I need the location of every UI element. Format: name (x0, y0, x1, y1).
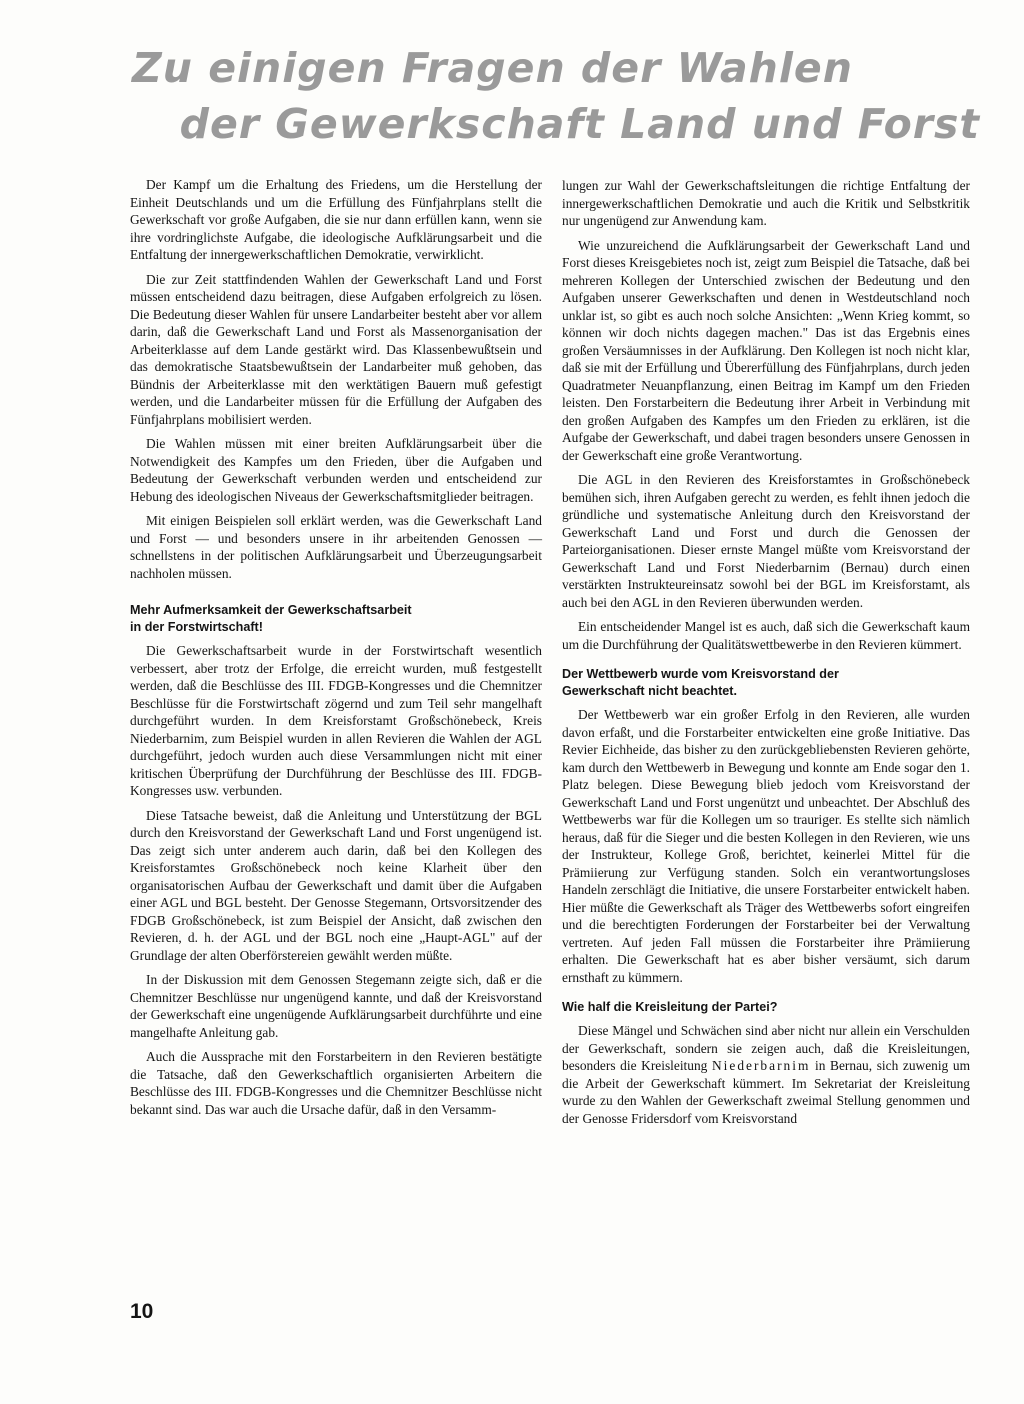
paragraph (562, 1022, 970, 1127)
paragraph: Die Gewerkschaftsarbeit wurde in der Forstwirtschaft wesentlich verbessert, aber trotz der Erfolge, die erreicht wurden, muß festgestellt werden, daß die Beschlüsse des III. FDGB-Kongresses und die Chemnitzer Beschlüsse für die Forstwirtschaft zögernd und zum Teil sehr mangelhaft durchgeführt wurden. In dem Kreisforstamt Großschönebeck, Kreis Niederbarnim, zum Beispiel wurden in allen Revieren die Wahlen der AGL durchgeführt, jedoch wurden auch diese Versammlungen nicht mit einer kritischen Überprüfung der Durchführung der Beschlüsse des III. FDGB-Kongresses usw. verbunden. (130, 643, 542, 798)
section-heading-line: Gewerkschaft nicht beachtet. (562, 684, 737, 698)
paragraph: Diese Tatsache beweist, daß die Anleitung und Unterstützung der BGL durch den Kreisvorstand der Gewerkschaft Land und Forst ungenügend ist. Das zeigt sich unter anderem auch darin, daß bei den Kollegen des Kreisforstamtes Großschönebeck noch keine Klarheit über den organisatorischen Aufbau der Gewerkschaft und damit über die Aufgaben einer AGL und BGL besteht. Der Genosse Stegemann, Ortsvorsitzender des FDGB Großschönebeck, ist zum Beispiel der Ansicht, daß zwischen den Revieren, d. h. der AGL und der BGL noch eine „Haupt-AGL" auf der Grundlage der alten Oberförstereien gewählt werden müßte. (130, 807, 542, 963)
article-title-line-1: Zu einigen Fragen der Wahlen (132, 44, 853, 92)
paragraph: Die Wahlen müssen mit einer breiten Aufklärungsarbeit über die Notwendigkeit des Kampfes um den Frieden, über die Aufgaben und Bedeutung der Gewerkschaft verbunden werden und entscheidend zur Hebung des ideologischen Niveaus der Gewerkschaftsmitglieder beitragen. (130, 436, 542, 504)
page-number: 10 (130, 1300, 154, 1323)
paragraph-text: Diese Mängel und Schwächen sind aber nicht nur allein ein Verschulden der Gewerkschaft, sondern sie zeigen auch, daß die Kreisleitungen, besonders die Kreisleitung (562, 1023, 970, 1073)
spaced-place-name: Niederbarnim (712, 1058, 811, 1073)
paragraph: Auch die Aussprache mit den Forstarbeitern in den Revieren bestätigte die Tatsache, daß den Gewerkschaftlich organisierten Arbeitern die Beschlüsse des III. FDGB-Kongresses und die Chemnitzer Beschlüsse nicht bekannt sind. Das war auch die Ursache dafür, daß in den Versamm- (130, 1049, 542, 1117)
section-heading (562, 666, 970, 700)
section-heading (130, 602, 542, 636)
right-column (562, 177, 970, 1134)
paragraph: Die AGL in den Revieren des Kreisforstamtes in Großschönebeck bemühen sich, ihren Aufgaben gerecht zu werden, es fehlt ihnen jedoch die gründliche und systematische Anleitung durch den Kreisvorstand der Gewerkschaft Land und Forst und durch die Genossen der Parteiorganisationen. Dieser ernste Mangel müßte vom Kreisvorstand der Gewerkschaft Land und Forst Niederbarnim (Bernau) durch einen verstärkten Instrukteureinsatz sowohl bei der BGL im Kreisforstamt, als auch bei den AGL in den Revieren überwunden werden. (562, 472, 970, 610)
paragraph: In der Diskussion mit dem Genossen Stegemann zeigte sich, daß er die Chemnitzer Beschlüsse nur ungenügend kannte, und daß der Kreisvorstand der Gewerkschaft eine ungenügende Aufklärungsarbeit durchführte und eine mangelhafte Anleitung gab. (130, 972, 542, 1040)
section-heading-line: Der Wettbewerb wurde vom Kreisvorstand der (562, 667, 839, 681)
section-heading-line: Mehr Aufmerksamkeit der Gewerkschaftsarbeit (130, 603, 412, 617)
paragraph: Ein entscheidender Mangel ist es auch, daß sich die Gewerkschaft kaum um die Durchführung der Qualitätswettbewerbe in den Revieren kümmert. (562, 619, 970, 652)
paragraph: Der Kampf um die Erhaltung des Friedens, um die Herstellung der Einheit Deutschlands und um die Erfüllung des Fünfjahrplans stellt die Gewerkschaft vor große Aufgaben, die sie nur dann erfüllen kann, wenn sie ihre vordringlichste Aufgabe, die ideologische Aufklärungsarbeit und die Entfaltung der innergewerkschaftlichen Demokratie, verwirklicht. (130, 177, 542, 262)
paragraph-text: in Bernau, sich zuwenig um die Arbeit der Gewerkschaft kümmert. Im Sekretariat der Kreisleitung wurde zu den Wahlen der Gewerkschaft zweimal Stellung genommen und der Genosse Fridersdorf vom Kreisvorstand (562, 1058, 970, 1126)
article-title-line-2: der Gewerkschaft Land und Forst (179, 100, 980, 148)
paragraph: Mit einigen Beispielen soll erklärt werden, was die Gewerkschaft Land und Forst — und besonders unsere in ihr arbeitenden Genossen — schnellstens in der politischen Aufklärungsarbeit und Überzeugungsarbeit nachholen müssen. (130, 513, 542, 581)
paragraph: Die zur Zeit stattfindenden Wahlen der Gewerkschaft Land und Forst müssen entscheidend dazu beitragen, diese Aufgaben erfolgreich zu lösen. Die Bedeutung dieser Wahlen für unsere Landarbeiter besteht aber vor allem darin, daß die Gewerkschaft Land und Forst als Massenorganisation der Arbeiterklasse auf dem Lande gestärkt wird. Das Klassenbewußtsein und das demokratische Staatsbewußtsein der Landarbeiter muß gehoben, das Bündnis der Arbeiterklasse mit den werktätigen Bauern muß gefestigt werden, und die Landarbeiter müssen für die Erfüllung der Aufgaben des Fünfjahrplans mobilisiert werden. (130, 271, 542, 427)
section-heading-line: in der Forstwirtschaft! (130, 620, 263, 634)
paragraph: Der Wettbewerb war ein großer Erfolg in den Revieren, alle wurden davon erfaßt, und die Forstarbeiter entwickelten eine große Initiative. Das Revier Eichheide, das bisher zu den zurückgebliebensten Revieren gehörte, kam durch den Wettbewerb in Bewegung und konnte am Ende sogar den 1. Platz belegen. Diese Bewegung blieb jedoch vom Kreisvorstand der Gewerkschaft Land und Forst ungenützt und unbeachtet. Der Abschluß des Wettbewerbs war für die Kollegen um so trauriger. Es stellte sich nämlich heraus, daß für die Sieger und die besten Kollegen in den Revieren, wie uns der Instrukteur, Kollege Groß, berichtet, keinerlei Mittel für die Prämiierung zur Verfügung standen. Solch ein verantwortungsloses Handeln zerschlägt die Initiative, die unsere Forstarbeiter entwickelt haben. Hier müßte die Gewerkschaft als Träger des Wettbewerbs sofort eingreifen und die berechtigten Forderungen der Forstarbeiter bei der Verwaltung vertreten. Auf jeden Fall müssen die Forstarbeiter ihre Prämiierung erhalten. Die Gewerkschaft hat es aber bisher versäumt, sich darum ernsthaft zu kümmern. (562, 707, 970, 985)
paragraph: lungen zur Wahl der Gewerkschaftsleitungen die richtige Entfaltung der innergewerkschaftlichen Demokratie und auch die Kritik und Selbstkritik nur ungenügend zur Anwendung kam. (562, 178, 970, 228)
left-column (130, 176, 542, 1125)
paragraph: Wie unzureichend die Aufklärungsarbeit der Gewerkschaft Land und Forst dieses Kreisgebietes noch ist, zeigt zum Beispiel die Tatsache, daß bei mehreren Kollegen der Unterschied zwischen der Bedeutung und den Aufgaben unserer Gewerkschaften und denen in Westdeutschland noch unklar ist, so gibt es auch noch solche Ansichten: „Wenn Krieg kommt, so können wir doch nichts dagegen machen." Das ist das Ergebnis eines großen Versäumnisses in der Aufklärung. Den Kollegen ist noch nicht klar, daß sie mit der Erfüllung und Übererfüllung des Fünfjahrplans, durch jeden Quadratmeter Neuanpflanzung, einen Beitrag im Kampf um den Frieden leisten. Den Forstarbeitern die Bedeutung ihrer Arbeit in Verbindung mit den großen Aufgaben des Kampfes um den Frieden zu erklären, ist die Aufgabe der Gewerkschaft, und dabei tragen besonders unsere Genossen in der Gewerkschaft eine große Verantwortung. (562, 237, 970, 463)
section-heading: Wie half die Kreisleitung der Partei? (562, 1000, 778, 1014)
